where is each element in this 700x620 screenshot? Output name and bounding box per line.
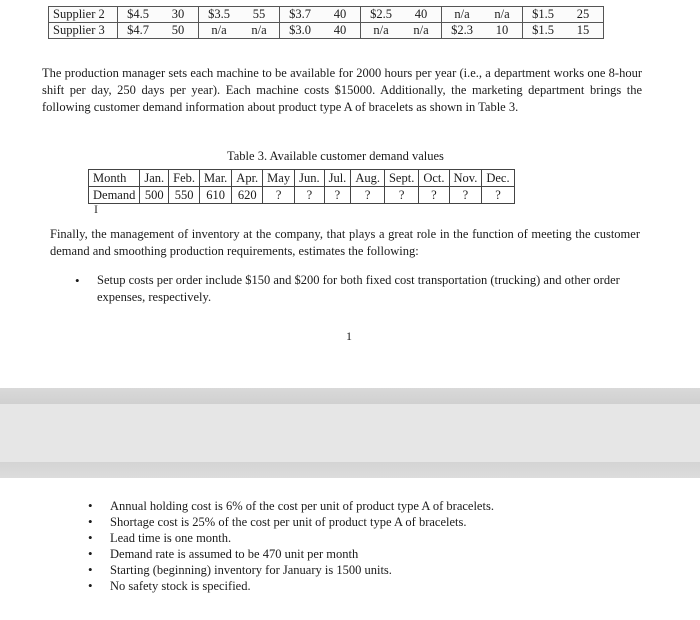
bullet-icon: •	[88, 530, 93, 545]
month-cell: Dec.	[482, 170, 514, 187]
demand-cell: ?	[351, 187, 385, 204]
table3-caption: Table 3. Available customer demand values	[227, 149, 444, 163]
demand-cell: 550	[169, 187, 200, 204]
list-item-text: Annual holding cost is 6% of the cost per unit of product type A of bracelets.	[110, 499, 494, 513]
demand-cell: ?	[295, 187, 325, 204]
supplier-qty-cell: 40	[401, 7, 442, 23]
bullet-icon: •	[88, 578, 93, 593]
list-item	[88, 546, 608, 562]
month-cell: Mar.	[200, 170, 232, 187]
list-item-text: Setup costs per order include $150 and $200 for both fixed cost transportation (trucking) and other order expenses, respectively.	[97, 273, 620, 304]
bullet-icon: •	[88, 562, 93, 577]
bullet-icon: •	[88, 514, 93, 529]
supplier-price-cell: $3.7	[280, 7, 321, 23]
supplier-qty-cell: n/a	[401, 23, 442, 39]
month-cell: Nov.	[449, 170, 482, 187]
list-item	[88, 498, 608, 514]
month-cell: Jul.	[324, 170, 351, 187]
month-row	[89, 170, 515, 187]
supplier-qty-cell: 55	[239, 7, 280, 23]
list-item	[88, 562, 608, 578]
month-cell: Aug.	[351, 170, 385, 187]
list-item	[88, 530, 608, 546]
paragraph-machine-availability: The production manager sets each machine to be available for 2000 hours per year (i.e., a department works one 8-hour shift per day, 250 days per year). Each machine costs $15000. Additionally, the marketing department brings the following customer demand information about product type A of bracelets as shown in Table 3.	[42, 66, 642, 114]
bullet-list-bottom	[88, 498, 608, 594]
bullet-icon: •	[88, 498, 93, 513]
bullet-list-top	[75, 272, 637, 306]
bullet-icon: •	[75, 273, 80, 288]
list-item	[88, 578, 608, 594]
supplier-price-cell: n/a	[361, 23, 402, 39]
demand-cell: 610	[200, 187, 232, 204]
demand-cell: 500	[140, 187, 169, 204]
supplier-qty-cell: 30	[158, 7, 199, 23]
month-cell: Oct.	[419, 170, 449, 187]
supplier-price-cell: $4.5	[118, 7, 159, 23]
demand-cell: ?	[324, 187, 351, 204]
supplier-qty-cell: 25	[563, 7, 604, 23]
supplier-qty-cell: 40	[320, 7, 361, 23]
supplier-price-cell: $1.5	[523, 7, 564, 23]
bullet-icon: •	[88, 546, 93, 561]
month-cell: Feb.	[169, 170, 200, 187]
month-cell: Jan.	[140, 170, 169, 187]
text-cursor-icon: I	[94, 202, 98, 216]
supplier-price-cell: n/a	[442, 7, 483, 23]
page-break-gap	[0, 404, 700, 462]
supplier-price-cell: $2.5	[361, 7, 402, 23]
supplier-price-cell: $1.5	[523, 23, 564, 39]
demand-cell: ?	[449, 187, 482, 204]
supplier-qty-cell: 10	[482, 23, 523, 39]
page-number: 1	[346, 329, 352, 343]
page-break-separator	[0, 388, 700, 478]
list-item-text: Demand rate is assumed to be 470 unit per month	[110, 547, 359, 561]
supplier-name: Supplier 3	[49, 23, 118, 39]
supplier-qty-cell: 40	[320, 23, 361, 39]
supplier-price-cell: $3.5	[199, 7, 240, 23]
demand-cell: ?	[384, 187, 418, 204]
list-item-text: Lead time is one month.	[110, 531, 232, 545]
supplier-price-cell: $2.3	[442, 23, 483, 39]
demand-cell: ?	[482, 187, 514, 204]
month-cell: Sept.	[384, 170, 418, 187]
month-cell: May	[263, 170, 295, 187]
supplier-name: Supplier 2	[49, 7, 118, 23]
list-item-text: Shortage cost is 25% of the cost per unit of product type A of bracelets.	[110, 515, 467, 529]
list-item	[88, 514, 608, 530]
demand-label: Demand	[89, 187, 140, 204]
supplier-qty-cell: 50	[158, 23, 199, 39]
month-cell: Apr.	[232, 170, 263, 187]
list-item-text: No safety stock is specified.	[110, 579, 251, 593]
demand-cell: ?	[419, 187, 449, 204]
supplier-price-cell: n/a	[199, 23, 240, 39]
supplier-price-cell: $3.0	[280, 23, 321, 39]
supplier-price-cell: $4.7	[118, 23, 159, 39]
supplier-qty-cell: 15	[563, 23, 604, 39]
supplier-qty-cell: n/a	[239, 23, 280, 39]
demand-table	[88, 169, 515, 204]
month-label: Month	[89, 170, 140, 187]
supplier-qty-cell: n/a	[482, 7, 523, 23]
list-item	[75, 272, 637, 306]
paragraph-inventory-management: Finally, the management of inventory at the company, that plays a great role in the function of meeting the customer demand and smoothing production requirements, estimates the following:	[50, 227, 640, 258]
demand-cell: 620	[232, 187, 263, 204]
supplier-row	[49, 23, 604, 39]
supplier-row	[49, 7, 604, 23]
month-cell: Jun.	[295, 170, 325, 187]
list-item-text: Starting (beginning) inventory for January is 1500 units.	[110, 563, 392, 577]
demand-row	[89, 187, 515, 204]
supplier-table	[48, 6, 604, 39]
demand-cell: ?	[263, 187, 295, 204]
